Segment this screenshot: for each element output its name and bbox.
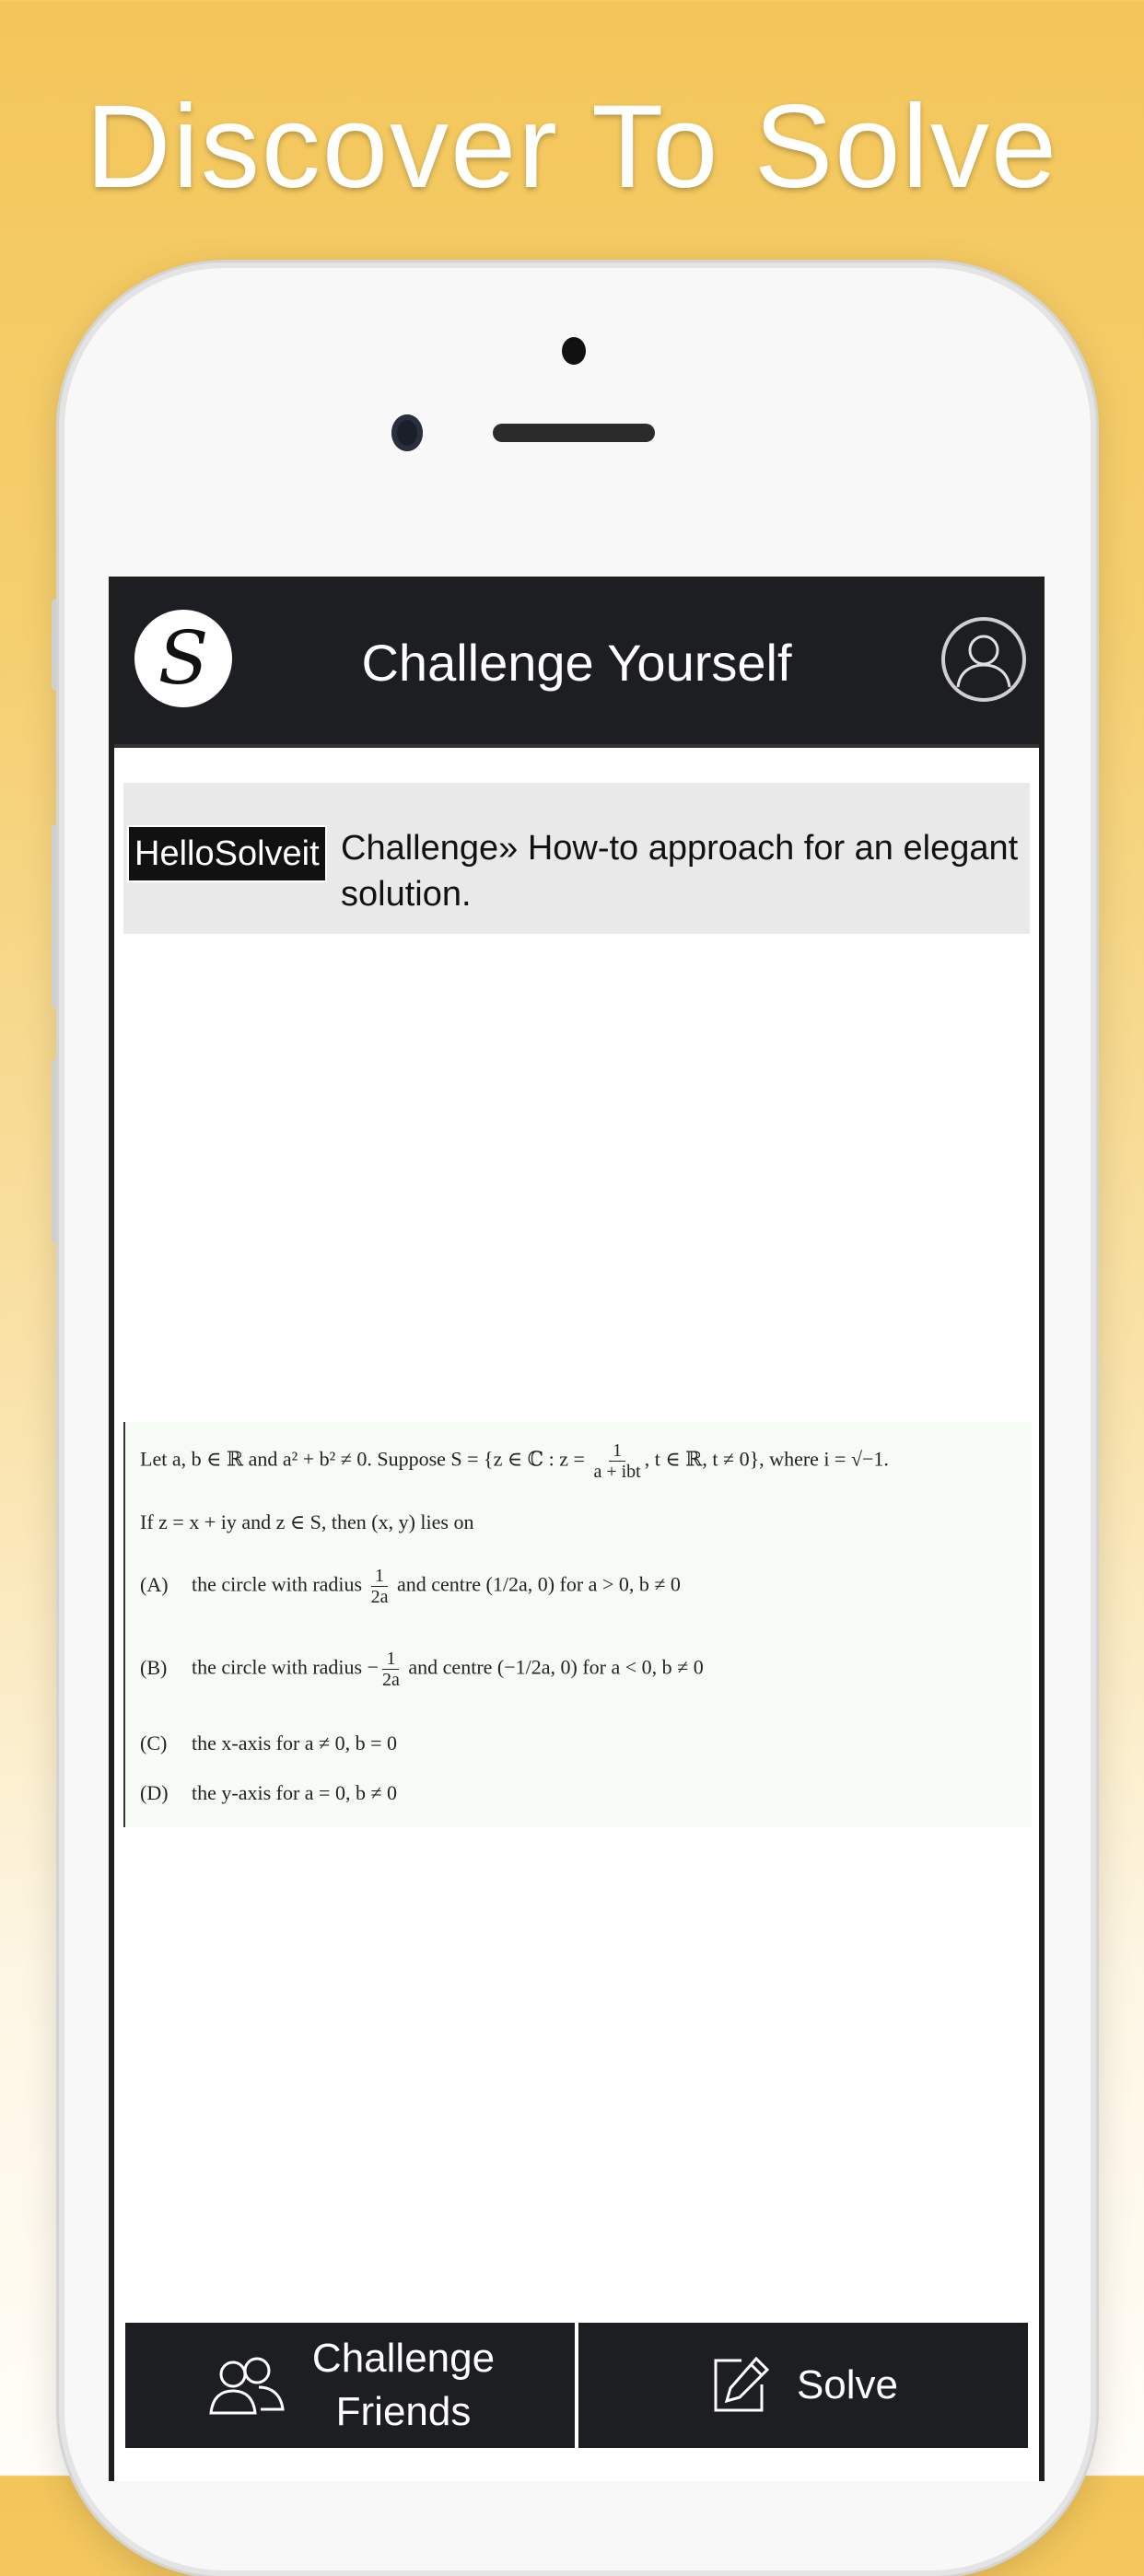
author-tag[interactable]: HelloSolveit: [127, 825, 327, 882]
friends-icon: [205, 2352, 288, 2419]
page-title: Challenge Yourself: [361, 634, 792, 692]
challenge-label-line2: Friends: [335, 2389, 472, 2434]
option-label: (D): [140, 1781, 169, 1804]
option-c: [140, 1731, 397, 1755]
solve-label: Solve: [796, 2362, 899, 2407]
option-condition: for a > 0, b ≠ 0: [554, 1572, 681, 1596]
option-a: [140, 1566, 681, 1607]
option-label: (B): [140, 1655, 168, 1679]
fraction-numerator: 1: [371, 1566, 388, 1587]
question-line-2: If z = x + iy and z ∈ S, then (x, y) lies on: [140, 1510, 474, 1533]
option-label: (A): [140, 1572, 169, 1596]
post-header[interactable]: [123, 783, 1030, 934]
proximity-sensor: [562, 337, 586, 365]
option-centre: (1/2a, 0): [485, 1572, 555, 1596]
earpiece-speaker: [493, 424, 655, 442]
challenge-friends-label: [312, 2332, 495, 2439]
front-camera: [391, 414, 423, 451]
challenge-friends-button[interactable]: [123, 2321, 577, 2450]
option-text: the circle with radius −: [192, 1655, 379, 1679]
headline: Discover To Solve: [85, 81, 1059, 213]
option-text: and centre: [403, 1655, 497, 1679]
question-line-1-end: , t ∈ ℝ, t ≠ 0}, where i = √−1.: [644, 1447, 889, 1471]
fraction-numerator: 1: [382, 1649, 399, 1670]
option-centre: (−1/2a, 0): [496, 1655, 578, 1679]
option-condition: for a < 0, b ≠ 0: [577, 1655, 704, 1679]
option-text: the x-axis for a ≠ 0, b = 0: [192, 1731, 398, 1754]
question-image: [123, 1422, 1032, 1827]
option-fraction: [382, 1649, 400, 1690]
edit-icon: [708, 2353, 773, 2418]
option-label: (C): [140, 1731, 168, 1754]
solve-button[interactable]: [577, 2321, 1030, 2450]
question-line-1-start: Let a, b ∈ ℝ and a² + b² ≠ 0. Suppose S = {z ∈ ℂ : z =: [140, 1447, 590, 1471]
fraction-numerator: 1: [609, 1440, 625, 1462]
option-b: [140, 1649, 704, 1690]
question-fraction: [593, 1440, 640, 1482]
option-text: and centre: [391, 1572, 486, 1596]
logo-letter: S: [158, 615, 209, 701]
app-bar: [114, 582, 1039, 748]
post-title: Challenge» How-to approach for an elegant solution.: [341, 829, 1019, 914]
option-fraction: [371, 1566, 389, 1607]
option-text: the y-axis for a = 0, b ≠ 0: [192, 1781, 398, 1804]
challenge-label-line1: Challenge: [311, 2336, 496, 2381]
app-screen: [109, 577, 1045, 2481]
bottom-action-bar: [123, 2321, 1030, 2450]
fraction-denominator: 2a: [382, 1670, 400, 1690]
option-text: the circle with radius: [192, 1572, 368, 1596]
fraction-denominator: a + ibt: [593, 1462, 641, 1482]
question-line-1: [140, 1440, 889, 1482]
profile-icon[interactable]: [941, 617, 1026, 702]
option-d: [140, 1781, 397, 1805]
fraction-denominator: 2a: [370, 1587, 389, 1607]
